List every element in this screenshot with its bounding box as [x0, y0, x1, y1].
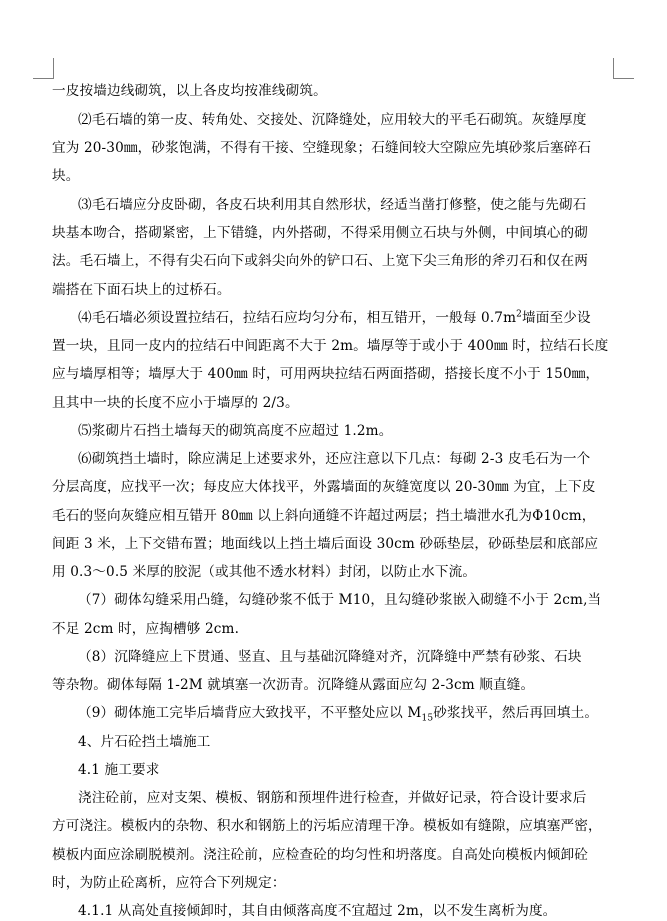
section-heading: 4、片石砼挡土墙施工 [78, 734, 211, 750]
text-line: ⑶毛石墙应分皮卧砌，各皮石块利用其自然形状，经适当凿打修整，使之能与先砌石 [78, 197, 587, 213]
text-segment: 砂浆找平，然后再回填土。 [433, 705, 599, 721]
text-line [78, 308, 591, 328]
text-line: ⑹砌筑挡土墙时，除应满足上述要求外，还应注意以下几点：每砌 2-3 皮毛石为一个 [78, 451, 591, 467]
subscript: 15 [421, 713, 434, 724]
text-line: 浇注砼前，应对支架、模板、钢筋和预埋件进行检查，并做好记录，符合设计要求后 [78, 790, 587, 806]
text-line: 间距 3 米，上下交错布置；地面线以上挡土墙后面设 30cm 砂砾垫层，砂砾垫层和底部应 [52, 536, 599, 552]
text-line: 分层高度，应找平一次；每皮应大体找平，外露墙面的灰缝宽度以 20-30㎜ 为宜，上下皮 [52, 479, 596, 495]
text-segment: 墙面至少设 [522, 310, 591, 326]
margin-corner-mark [33, 58, 54, 79]
text-line: （8）沉降缝应上下贯通、竖直、且与基础沉降缝对齐，沉降缝中严禁有砂浆、石块 [78, 649, 582, 665]
text-line: 等杂物。砌体每隔 1-2M 就填塞一次沥青。沉降缝从露面应勾 2-3cm 顺直缝。 [52, 677, 535, 693]
superscript: 2 [516, 309, 523, 320]
subsection-heading: 4.1 施工要求 [78, 762, 160, 778]
text-line: 法。毛石墙上，不得有尖石向下或斜尖向外的铲口石、上宽下尖三角形的斧刃石和仅在两 [52, 253, 589, 269]
text-line: ⑸浆砌片石挡土墙每天的砌筑高度不应超过 1.2m。 [78, 423, 393, 439]
text-line: 且其中一块的长度不应小于墙厚的 2/3。 [52, 395, 299, 411]
text-line: 毛石的竖向灰缝应相互错开 80㎜ 以上斜向通缝不许超过两层；挡土墙泄水孔为Φ10cm， [52, 508, 596, 524]
text-line: 置一块，且同一皮内的拉结石中间距离不大于 2m。墙厚等于或小于 400㎜ 时，拉结石长度 [52, 338, 609, 354]
margin-corner-mark [613, 58, 634, 79]
text-line: 块。 [52, 168, 80, 184]
text-line: 用 0.3～0.5 米厚的胶泥（或其他不透水材料）封闭，以防止水下流。 [52, 564, 477, 580]
text-line: 宜为 20-30㎜，砂浆饱满，不得有干接、空缝现象；石缝间较大空隙应先填砂浆后塞碎石 [52, 140, 592, 156]
text-line: 块基本吻合，搭砌紧密，上下错缝，内外搭砌，不得采用侧立石块与外侧，中间填心的砌 [52, 225, 589, 241]
text-line: ⑵毛石墙的第一皮、转角处、交接处、沉降缝处，应用较大的平毛石砌筑。灰缝厚度 [78, 112, 587, 128]
text-line: 端搭在下面石块上的过桥石。 [52, 282, 231, 298]
text-line: 一皮按墙边线砌筑，以上各皮均按准线砌筑。 [52, 83, 327, 99]
text-line [78, 703, 598, 723]
text-line: 应与墙厚相等；墙厚大于 400㎜ 时，可用两块拉结石两面搭砌，搭接长度不小于 150㎜， [52, 366, 600, 382]
text-line: 模板内面应涂刷脱模剂。浇注砼前，应检查砼的均匀性和坍落度。自高处向模板内倾卸砼 [52, 847, 589, 863]
text-line: （7）砌体勾缝采用凸缝，勾缝砂浆不低于 M10，且勾缝砂浆嵌入砌缝不小于 2cm,当 [78, 592, 602, 608]
text-segment: ⑷毛石墙必须设置拉结石，拉结石应均匀分布，相互错开，一般每 0.7m [78, 310, 517, 326]
text-segment: （9）砌体施工完毕后墙背应大致找平，不平整处应以 M [78, 705, 422, 721]
text-line: 时，为防止砼离析，应符合下列规定： [52, 875, 286, 891]
text-line: 方可浇注。模板内的杂物、积水和钢筋上的污垢应清理干净。模板如有缝隙，应填塞严密， [52, 818, 602, 834]
text-line: 不足 2cm 时，应掏槽够 2cm. [52, 621, 240, 637]
text-line: 4.1.1 从高处直接倾卸时，其自由倾落高度不宜超过 2m，以不发生离析为度。 [78, 903, 557, 919]
